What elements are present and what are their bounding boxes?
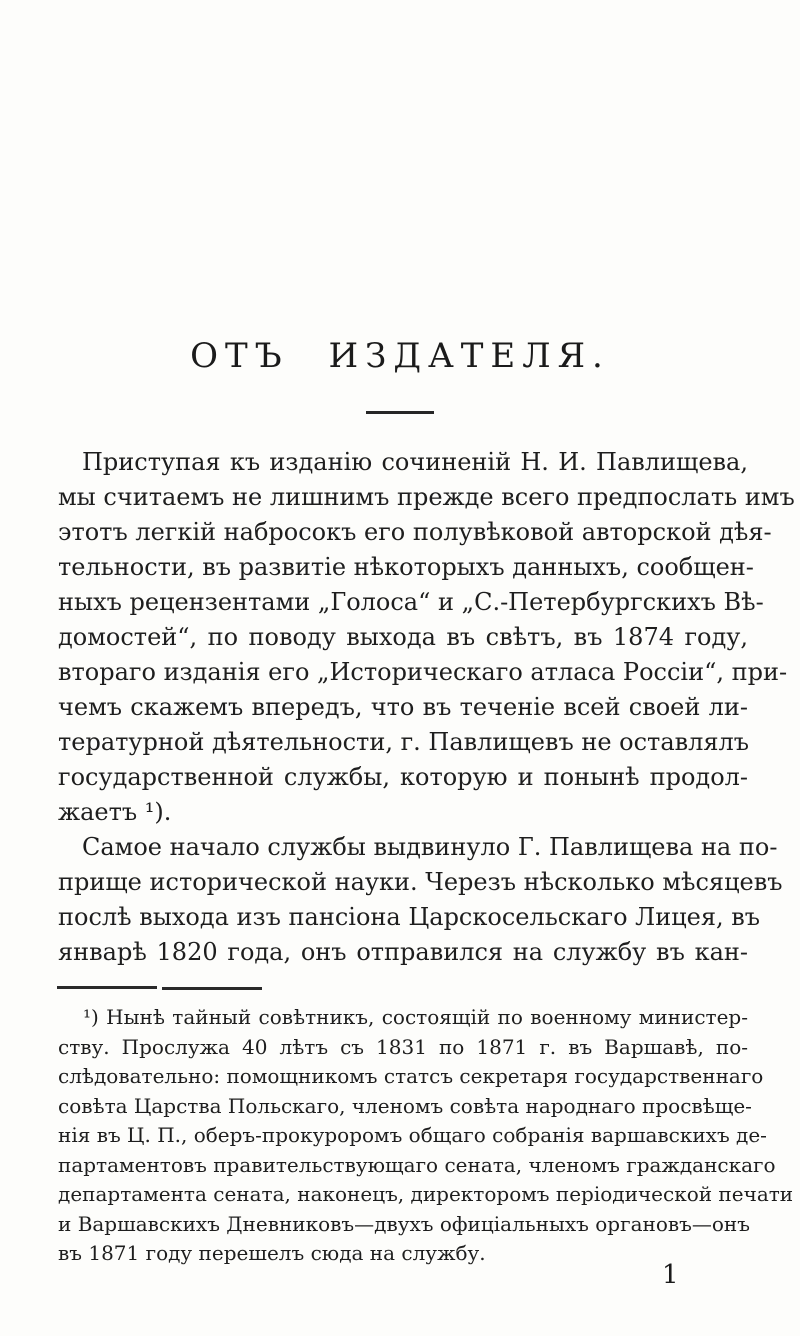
text-line: январѣ 1820 года, онъ отправился на службу въ кан- xyxy=(58,938,748,966)
page-number: 1 xyxy=(662,1260,679,1290)
page-title: ОТЪ ИЗДАТЕЛЯ. xyxy=(190,336,610,376)
text-line: послѣ выхода изъ пансіона Царскосельскаго Лицея, въ xyxy=(58,903,761,931)
text-line: домостей“, по поводу выхода въ свѣтъ, въ 1874 году, xyxy=(58,623,748,651)
main-text-block xyxy=(58,445,795,970)
footnote-separator xyxy=(162,987,262,990)
footnote-line: слѣдовательно: помощникомъ статсъ секретаря государственнаго xyxy=(58,1064,764,1088)
text-line: ныхъ рецензентами „Голоса“ и „С.-Петербургскихъ Вѣ- xyxy=(58,588,764,616)
text-line: прище исторической науки. Черезъ нѣсколько мѣсяцевъ xyxy=(58,868,783,896)
text-line: чемъ скажемъ впередъ, что въ теченіе всей своей ли- xyxy=(58,693,748,721)
text-line: жаетъ ¹). xyxy=(58,798,172,826)
title-rule xyxy=(366,411,434,414)
footnote-line: партаментовъ правительствующаго сената, членомъ гражданскаго xyxy=(58,1152,776,1177)
text-line: втораго изданія его „Историческаго атласа Россіи“, при- xyxy=(58,658,788,686)
text-line: этотъ легкій набросокъ его полувѣковой авторской дѣя- xyxy=(58,518,772,546)
text-line: мы считаемъ не лишнимъ прежде всего предпослать имъ xyxy=(58,483,795,511)
text-line: тературной дѣятельности, г. Павлищевъ не оставлялъ xyxy=(58,728,750,756)
text-line: государственной службы, которую и понынѣ продол- xyxy=(58,763,748,791)
footnote-block xyxy=(58,1003,794,1269)
text-line: тельности, въ развитіе нѣкоторыхъ данныхъ, сообщен- xyxy=(58,553,754,581)
footnote-line: департамента сената, наконецъ, директоромъ періодической печати xyxy=(58,1182,794,1206)
text-line: Самое начало службы выдвинуло Г. Павлищева на по- xyxy=(82,833,778,861)
footnote-line: нія въ Ц. П., оберъ-прокуроромъ общаго собранія варшавскихъ де- xyxy=(58,1123,767,1147)
footnote-line: и Варшавскихъ Дневниковъ—двухъ офиціальныхъ органовъ—онъ xyxy=(58,1211,750,1236)
footnote-line: въ 1871 году перешелъ сюда на службу. xyxy=(58,1241,486,1265)
footnote-line: ству. Прослужа 40 лѣтъ съ 1831 по 1871 г. въ Варшавѣ, по- xyxy=(58,1034,748,1059)
footnote-separator xyxy=(57,986,157,989)
text-line: Приступая къ изданію сочиненій Н. И. Павлищева, xyxy=(82,448,748,476)
footnote-line: совѣта Царства Польскаго, членомъ совѣта народнаго просвѣще- xyxy=(58,1093,752,1118)
footnote-line: ¹) Нынѣ тайный совѣтникъ, состоящій по военному министер- xyxy=(83,1005,748,1029)
